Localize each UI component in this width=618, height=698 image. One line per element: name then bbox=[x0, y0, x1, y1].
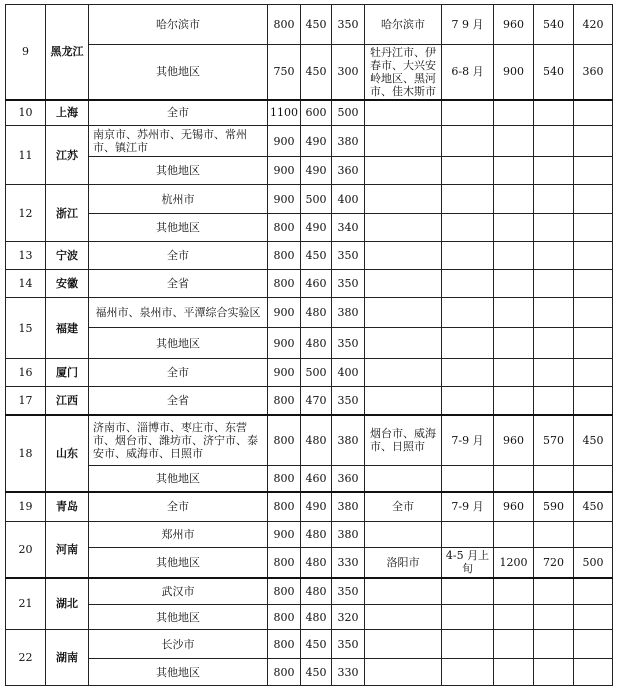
value-c: 350 bbox=[332, 387, 365, 415]
allowance-table bbox=[5, 4, 613, 686]
standard-value: 800 bbox=[268, 659, 301, 686]
row-number: 11 bbox=[6, 126, 46, 185]
standard-value: 900 bbox=[268, 126, 301, 157]
standard-value: 900 bbox=[268, 298, 301, 328]
empty-cell bbox=[494, 630, 534, 659]
empty-cell bbox=[534, 242, 574, 270]
empty-cell bbox=[365, 630, 442, 659]
empty-cell bbox=[574, 328, 613, 359]
value-b: 480 bbox=[301, 328, 332, 359]
peak-period: 7-9 月 bbox=[442, 492, 494, 522]
empty-cell bbox=[574, 270, 613, 298]
empty-cell bbox=[574, 126, 613, 157]
empty-cell bbox=[365, 605, 442, 630]
value-c: 350 bbox=[332, 328, 365, 359]
empty-cell bbox=[534, 126, 574, 157]
empty-cell bbox=[442, 214, 494, 242]
empty-cell bbox=[534, 387, 574, 415]
row-number: 22 bbox=[6, 630, 46, 686]
empty-cell bbox=[442, 578, 494, 605]
row-number: 18 bbox=[6, 415, 46, 492]
province-name: 黑龙江 bbox=[46, 5, 89, 100]
value-c: 360 bbox=[332, 466, 365, 492]
standard-value: 900 bbox=[268, 185, 301, 214]
area-name: 其他地区 bbox=[89, 605, 268, 630]
standard-value: 900 bbox=[268, 359, 301, 387]
area-name: 其他地区 bbox=[89, 328, 268, 359]
value-c: 330 bbox=[332, 548, 365, 578]
value-c: 380 bbox=[332, 415, 365, 466]
value-c: 330 bbox=[332, 659, 365, 686]
empty-cell bbox=[494, 387, 534, 415]
table-row bbox=[6, 126, 613, 157]
empty-cell bbox=[534, 630, 574, 659]
area-name: 杭州市 bbox=[89, 185, 268, 214]
empty-cell bbox=[494, 100, 534, 126]
peak-value-f: 420 bbox=[574, 5, 613, 45]
peak-area: 烟台市、威海市、日照市 bbox=[365, 415, 442, 466]
empty-cell bbox=[494, 522, 534, 548]
standard-value: 800 bbox=[268, 214, 301, 242]
empty-cell bbox=[365, 522, 442, 548]
standard-value: 800 bbox=[268, 415, 301, 466]
empty-cell bbox=[534, 214, 574, 242]
empty-cell bbox=[574, 578, 613, 605]
empty-cell bbox=[574, 100, 613, 126]
empty-cell bbox=[494, 328, 534, 359]
table-row bbox=[6, 270, 613, 298]
value-b: 480 bbox=[301, 522, 332, 548]
row-number: 21 bbox=[6, 578, 46, 630]
province-name: 厦门 bbox=[46, 359, 89, 387]
empty-cell bbox=[494, 578, 534, 605]
table-row bbox=[6, 466, 613, 492]
area-name: 全市 bbox=[89, 242, 268, 270]
table-row bbox=[6, 605, 613, 630]
empty-cell bbox=[442, 387, 494, 415]
value-c: 380 bbox=[332, 522, 365, 548]
province-name: 浙江 bbox=[46, 185, 89, 242]
standard-value: 800 bbox=[268, 466, 301, 492]
row-number: 10 bbox=[6, 100, 46, 126]
peak-area: 哈尔滨市 bbox=[365, 5, 442, 45]
value-b: 450 bbox=[301, 5, 332, 45]
table-row bbox=[6, 415, 613, 466]
value-b: 490 bbox=[301, 214, 332, 242]
peak-value-f: 450 bbox=[574, 492, 613, 522]
empty-cell bbox=[494, 605, 534, 630]
value-c: 500 bbox=[332, 100, 365, 126]
value-b: 480 bbox=[301, 415, 332, 466]
peak-area: 牡丹江市、伊春市、大兴安岭地区、黑河市、佳木斯市 bbox=[365, 45, 442, 100]
value-c: 380 bbox=[332, 492, 365, 522]
area-name: 全市 bbox=[89, 492, 268, 522]
standard-value: 800 bbox=[268, 492, 301, 522]
value-c: 400 bbox=[332, 359, 365, 387]
value-c: 360 bbox=[332, 157, 365, 185]
peak-value-f: 450 bbox=[574, 415, 613, 466]
value-c: 350 bbox=[332, 578, 365, 605]
area-name: 福州市、泉州市、平潭综合实验区 bbox=[89, 298, 268, 328]
value-b: 480 bbox=[301, 298, 332, 328]
peak-value-e: 540 bbox=[534, 5, 574, 45]
peak-area: 全市 bbox=[365, 492, 442, 522]
standard-value: 800 bbox=[268, 5, 301, 45]
peak-period: 4-5 月上旬 bbox=[442, 548, 494, 578]
empty-cell bbox=[534, 328, 574, 359]
peak-period: 6-8 月 bbox=[442, 45, 494, 100]
empty-cell bbox=[534, 100, 574, 126]
row-number: 12 bbox=[6, 185, 46, 242]
value-c: 400 bbox=[332, 185, 365, 214]
standard-value: 1100 bbox=[268, 100, 301, 126]
empty-cell bbox=[365, 659, 442, 686]
standard-value: 750 bbox=[268, 45, 301, 100]
empty-cell bbox=[365, 328, 442, 359]
empty-cell bbox=[365, 100, 442, 126]
peak-value-e: 540 bbox=[534, 45, 574, 100]
empty-cell bbox=[365, 359, 442, 387]
empty-cell bbox=[494, 298, 534, 328]
area-name: 南京市、苏州市、无锡市、常州市、镇江市 bbox=[89, 126, 268, 157]
peak-value-f: 500 bbox=[574, 548, 613, 578]
row-number: 17 bbox=[6, 387, 46, 415]
area-name: 武汉市 bbox=[89, 578, 268, 605]
table-row bbox=[6, 359, 613, 387]
empty-cell bbox=[365, 242, 442, 270]
empty-cell bbox=[534, 578, 574, 605]
standard-value: 900 bbox=[268, 157, 301, 185]
province-name: 上海 bbox=[46, 100, 89, 126]
empty-cell bbox=[442, 126, 494, 157]
table-row bbox=[6, 157, 613, 185]
table-row bbox=[6, 328, 613, 359]
empty-cell bbox=[365, 185, 442, 214]
table-row bbox=[6, 185, 613, 214]
value-b: 450 bbox=[301, 630, 332, 659]
province-name: 宁波 bbox=[46, 242, 89, 270]
value-b: 450 bbox=[301, 45, 332, 100]
peak-value: 960 bbox=[494, 5, 534, 45]
standard-value: 800 bbox=[268, 605, 301, 630]
area-name: 全市 bbox=[89, 359, 268, 387]
peak-value: 960 bbox=[494, 415, 534, 466]
value-b: 490 bbox=[301, 157, 332, 185]
empty-cell bbox=[494, 359, 534, 387]
empty-cell bbox=[574, 298, 613, 328]
empty-cell bbox=[442, 659, 494, 686]
value-c: 320 bbox=[332, 605, 365, 630]
empty-cell bbox=[365, 214, 442, 242]
empty-cell bbox=[442, 270, 494, 298]
area-name: 哈尔滨市 bbox=[89, 5, 268, 45]
empty-cell bbox=[442, 605, 494, 630]
area-name: 其他地区 bbox=[89, 659, 268, 686]
table-row bbox=[6, 298, 613, 328]
empty-cell bbox=[365, 157, 442, 185]
value-c: 380 bbox=[332, 126, 365, 157]
empty-cell bbox=[534, 185, 574, 214]
empty-cell bbox=[494, 659, 534, 686]
area-name: 全省 bbox=[89, 270, 268, 298]
empty-cell bbox=[494, 242, 534, 270]
table-row bbox=[6, 242, 613, 270]
value-b: 500 bbox=[301, 185, 332, 214]
empty-cell bbox=[365, 126, 442, 157]
empty-cell bbox=[494, 214, 534, 242]
allowance-table-sheet bbox=[5, 4, 613, 686]
empty-cell bbox=[365, 298, 442, 328]
empty-cell bbox=[574, 214, 613, 242]
empty-cell bbox=[574, 387, 613, 415]
row-number: 16 bbox=[6, 359, 46, 387]
standard-value: 800 bbox=[268, 548, 301, 578]
empty-cell bbox=[574, 605, 613, 630]
empty-cell bbox=[494, 466, 534, 492]
value-c: 350 bbox=[332, 270, 365, 298]
table-row bbox=[6, 630, 613, 659]
area-name: 济南市、淄博市、枣庄市、东营市、烟台市、潍坊市、济宁市、泰安市、威海市、日照市 bbox=[89, 415, 268, 466]
area-name: 郑州市 bbox=[89, 522, 268, 548]
empty-cell bbox=[534, 270, 574, 298]
province-name: 湖南 bbox=[46, 630, 89, 686]
peak-period: 7 9 月 bbox=[442, 5, 494, 45]
table-row bbox=[6, 578, 613, 605]
area-name: 其他地区 bbox=[89, 214, 268, 242]
peak-value: 960 bbox=[494, 492, 534, 522]
area-name: 其他地区 bbox=[89, 157, 268, 185]
standard-value: 800 bbox=[268, 242, 301, 270]
value-b: 460 bbox=[301, 466, 332, 492]
value-b: 470 bbox=[301, 387, 332, 415]
table-row bbox=[6, 5, 613, 45]
empty-cell bbox=[574, 359, 613, 387]
table-row bbox=[6, 492, 613, 522]
empty-cell bbox=[534, 466, 574, 492]
peak-value: 1200 bbox=[494, 548, 534, 578]
area-name: 其他地区 bbox=[89, 466, 268, 492]
value-c: 380 bbox=[332, 298, 365, 328]
row-number: 15 bbox=[6, 298, 46, 359]
value-b: 490 bbox=[301, 126, 332, 157]
empty-cell bbox=[534, 522, 574, 548]
row-number: 20 bbox=[6, 522, 46, 578]
area-name: 其他地区 bbox=[89, 548, 268, 578]
peak-period: 7-9 月 bbox=[442, 415, 494, 466]
empty-cell bbox=[442, 185, 494, 214]
value-b: 460 bbox=[301, 270, 332, 298]
value-b: 480 bbox=[301, 548, 332, 578]
empty-cell bbox=[494, 270, 534, 298]
peak-value-e: 570 bbox=[534, 415, 574, 466]
table-row bbox=[6, 387, 613, 415]
standard-value: 800 bbox=[268, 578, 301, 605]
value-b: 600 bbox=[301, 100, 332, 126]
peak-area: 洛阳市 bbox=[365, 548, 442, 578]
row-number: 19 bbox=[6, 492, 46, 522]
province-name: 青岛 bbox=[46, 492, 89, 522]
empty-cell bbox=[442, 466, 494, 492]
empty-cell bbox=[365, 387, 442, 415]
value-b: 500 bbox=[301, 359, 332, 387]
empty-cell bbox=[574, 185, 613, 214]
value-c: 350 bbox=[332, 242, 365, 270]
empty-cell bbox=[574, 157, 613, 185]
area-name: 长沙市 bbox=[89, 630, 268, 659]
empty-cell bbox=[442, 359, 494, 387]
peak-value-e: 720 bbox=[534, 548, 574, 578]
empty-cell bbox=[574, 659, 613, 686]
standard-value: 800 bbox=[268, 270, 301, 298]
standard-value: 800 bbox=[268, 630, 301, 659]
empty-cell bbox=[494, 185, 534, 214]
empty-cell bbox=[442, 100, 494, 126]
standard-value: 900 bbox=[268, 522, 301, 548]
province-name: 江苏 bbox=[46, 126, 89, 185]
empty-cell bbox=[442, 298, 494, 328]
standard-value: 800 bbox=[268, 387, 301, 415]
row-number: 14 bbox=[6, 270, 46, 298]
table-row bbox=[6, 548, 613, 578]
value-c: 340 bbox=[332, 214, 365, 242]
peak-value-e: 590 bbox=[534, 492, 574, 522]
empty-cell bbox=[494, 126, 534, 157]
province-name: 福建 bbox=[46, 298, 89, 359]
empty-cell bbox=[365, 270, 442, 298]
row-number: 9 bbox=[6, 5, 46, 100]
province-name: 安徽 bbox=[46, 270, 89, 298]
area-name: 全市 bbox=[89, 100, 268, 126]
value-c: 350 bbox=[332, 5, 365, 45]
value-c: 350 bbox=[332, 630, 365, 659]
empty-cell bbox=[574, 522, 613, 548]
empty-cell bbox=[534, 157, 574, 185]
empty-cell bbox=[534, 605, 574, 630]
province-name: 江西 bbox=[46, 387, 89, 415]
value-b: 450 bbox=[301, 659, 332, 686]
empty-cell bbox=[534, 659, 574, 686]
empty-cell bbox=[574, 466, 613, 492]
province-name: 河南 bbox=[46, 522, 89, 578]
empty-cell bbox=[574, 630, 613, 659]
table-row bbox=[6, 522, 613, 548]
province-name: 湖北 bbox=[46, 578, 89, 630]
row-number: 13 bbox=[6, 242, 46, 270]
empty-cell bbox=[365, 466, 442, 492]
table-row bbox=[6, 45, 613, 100]
province-name: 山东 bbox=[46, 415, 89, 492]
table-row bbox=[6, 100, 613, 126]
empty-cell bbox=[442, 242, 494, 270]
empty-cell bbox=[442, 328, 494, 359]
value-b: 480 bbox=[301, 578, 332, 605]
empty-cell bbox=[494, 157, 534, 185]
area-name: 全省 bbox=[89, 387, 268, 415]
standard-value: 900 bbox=[268, 328, 301, 359]
value-b: 490 bbox=[301, 492, 332, 522]
table-row bbox=[6, 659, 613, 686]
table-row bbox=[6, 214, 613, 242]
value-c: 300 bbox=[332, 45, 365, 100]
area-name: 其他地区 bbox=[89, 45, 268, 100]
empty-cell bbox=[534, 359, 574, 387]
empty-cell bbox=[574, 242, 613, 270]
empty-cell bbox=[442, 630, 494, 659]
empty-cell bbox=[365, 578, 442, 605]
value-b: 480 bbox=[301, 605, 332, 630]
peak-value: 900 bbox=[494, 45, 534, 100]
empty-cell bbox=[442, 522, 494, 548]
empty-cell bbox=[534, 298, 574, 328]
value-b: 450 bbox=[301, 242, 332, 270]
peak-value-f: 360 bbox=[574, 45, 613, 100]
empty-cell bbox=[442, 157, 494, 185]
